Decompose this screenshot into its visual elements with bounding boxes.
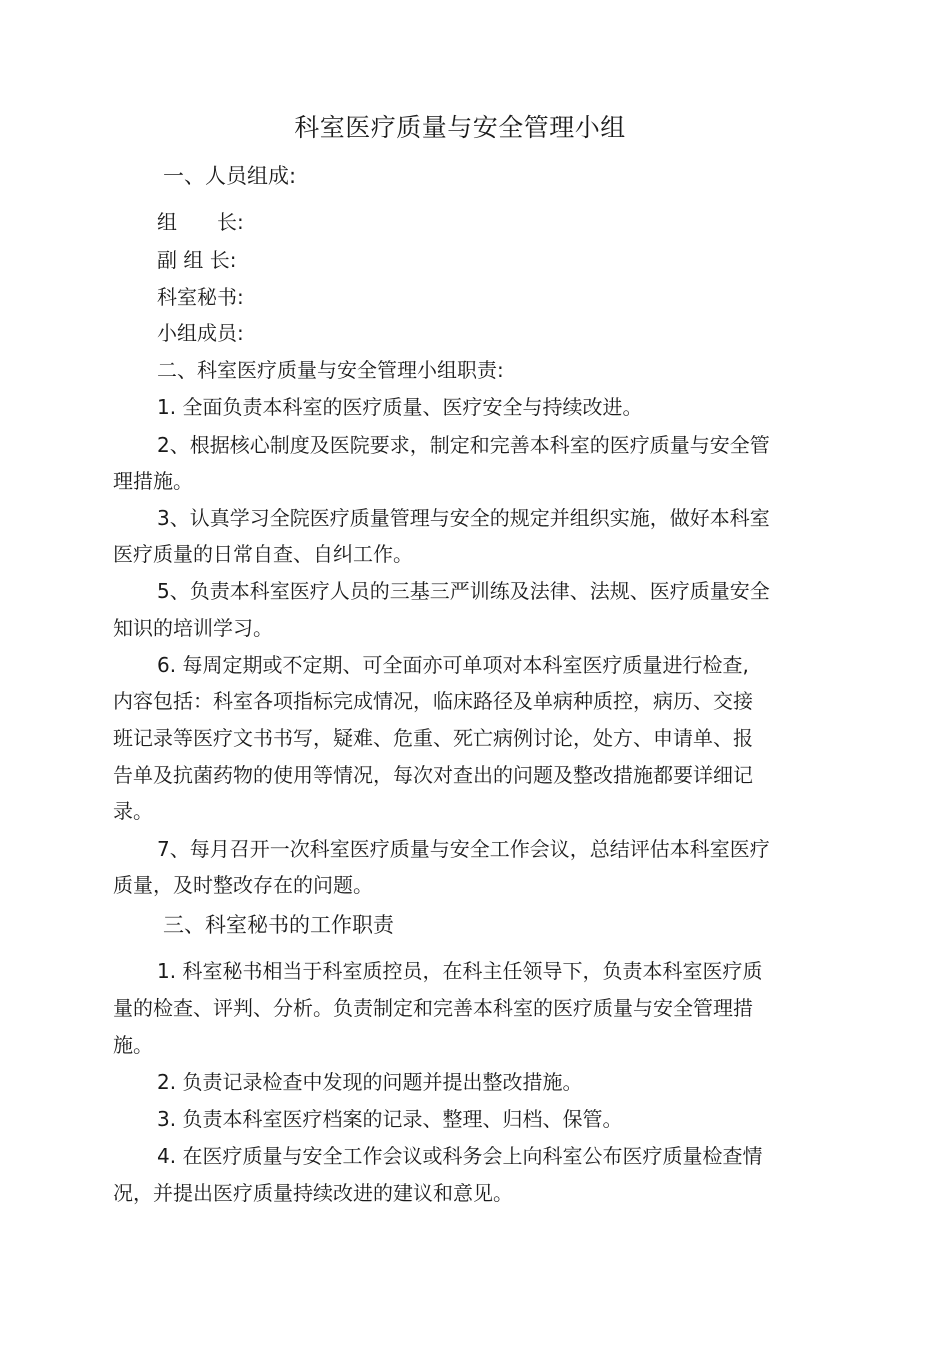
role-members: 小组成员: [157, 321, 244, 345]
duty-item-5-line-1: 5、负责本科室医疗人员的三基三严训练及法律、法规、医疗质量安全 [157, 579, 770, 603]
duty-item-3-line-1: 3、认真学习全院医疗质量管理与安全的规定并组织实施，做好本科室 [157, 506, 770, 530]
role-secretary: 科室秘书: [157, 285, 244, 309]
section-heading-duties: 二、科室医疗质量与安全管理小组职责: [157, 358, 504, 382]
duty-item-2-line-2: 理措施。 [113, 469, 193, 493]
secretary-item-4-line-1: 4. 在医疗质量与安全工作会议或科务会上向科室公布医疗质量检查情 [157, 1144, 763, 1168]
duty-item-7-line-2: 质量，及时整改存在的问题。 [113, 873, 373, 897]
duty-item-6-line-3: 班记录等医疗文书书写，疑难、危重、死亡病例讨论，处方、申请单、报 [113, 726, 753, 750]
secretary-item-1-line-2: 量的检查、评判、分析。负责制定和完善本科室的医疗质量与安全管理措 [113, 996, 753, 1020]
secretary-item-3-line-1: 3. 负责本科室医疗档案的记录、整理、归档、保管。 [157, 1107, 623, 1131]
secretary-item-2-line-1: 2. 负责记录检查中发现的问题并提出整改措施。 [157, 1070, 583, 1094]
secretary-item-1-line-1: 1. 科室秘书相当于科室质控员，在科主任领导下，负责本科室医疗质 [157, 959, 763, 983]
secretary-item-4-line-2: 况，并提出医疗质量持续改进的建议和意见。 [113, 1181, 513, 1205]
role-deputy-leader: 副 组 长: [157, 248, 237, 272]
duty-item-6-line-2: 内容包括：科室各项指标完成情况，临床路径及单病种质控，病历、交接 [113, 689, 753, 713]
duty-item-5-line-2: 知识的培训学习。 [113, 616, 273, 640]
duty-item-3-line-2: 医疗质量的日常自查、自纠工作。 [113, 542, 413, 566]
section-heading-personnel: 一、人员组成: [163, 164, 297, 188]
duty-item-6-line-1: 6. 每周定期或不定期、可全面亦可单项对本科室医疗质量进行检查, [157, 653, 749, 677]
duty-item-6-line-4: 告单及抗菌药物的使用等情况，每次对查出的问题及整改措施都要详细记 [113, 763, 753, 787]
document-title: 科室医疗质量与安全管理小组 [294, 113, 626, 142]
duty-item-6-line-5: 录。 [113, 799, 153, 823]
duty-item-1-line-1: 1. 全面负责本科室的医疗质量、医疗安全与持续改进。 [157, 395, 643, 419]
section-heading-secretary-duties: 三、科室秘书的工作职责 [163, 913, 394, 937]
role-leader: 组 长: [157, 210, 244, 234]
duty-item-2-line-1: 2、根据核心制度及医院要求，制定和完善本科室的医疗质量与安全管 [157, 433, 770, 457]
secretary-item-1-line-3: 施。 [113, 1033, 153, 1057]
duty-item-7-line-1: 7、每月召开一次科室医疗质量与安全工作会议，总结评估本科室医疗 [157, 837, 770, 861]
